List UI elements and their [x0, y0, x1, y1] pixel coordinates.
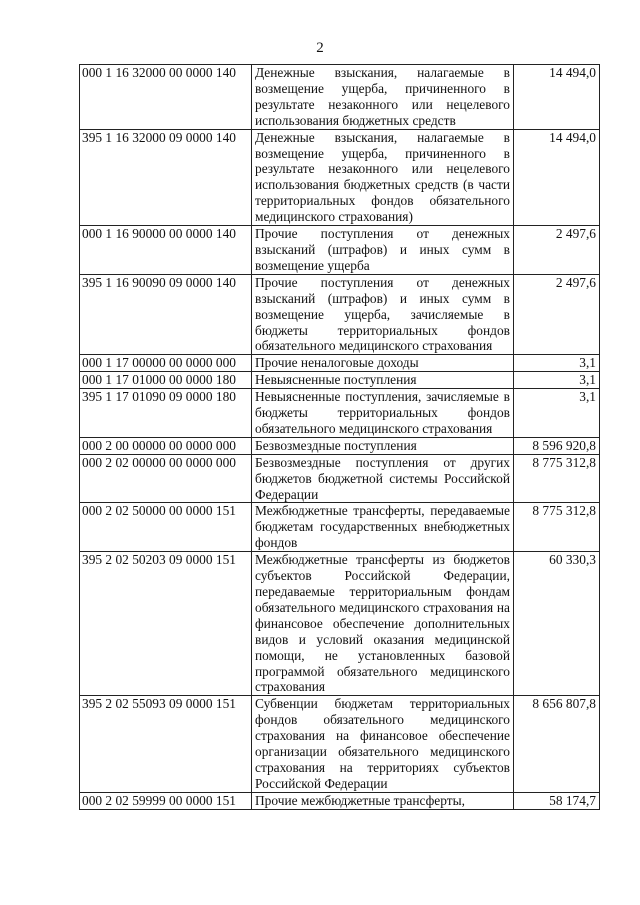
revenue-name-cell: Прочие неналоговые доходы: [252, 355, 514, 372]
table-row: [80, 274, 600, 355]
revenue-name-cell: Невыясненные поступления: [252, 372, 514, 389]
amount-cell: 8 775 312,8: [514, 454, 600, 503]
budget-code-cell: 000 2 02 50000 00 0000 151: [80, 503, 252, 552]
amount-cell: 8 775 312,8: [514, 503, 600, 552]
revenue-name-cell: Невыясненные поступления, зачисляемые в бюджеты территориальных фондов обязательного медицинского страхования: [252, 389, 514, 438]
table-row: [80, 503, 600, 552]
table-row: [80, 389, 600, 438]
table-row: [80, 65, 600, 130]
revenue-name-cell: Безвозмездные поступления от других бюджетов бюджетной системы Российской Федерации: [252, 454, 514, 503]
budget-code-cell: 000 1 16 90000 00 0000 140: [80, 226, 252, 275]
amount-cell: 8 596 920,8: [514, 437, 600, 454]
revenue-name-cell: Прочие межбюджетные трансферты,: [252, 792, 514, 809]
budget-code-cell: 395 2 02 50203 09 0000 151: [80, 552, 252, 696]
amount-cell: 3,1: [514, 389, 600, 438]
table-row: [80, 454, 600, 503]
amount-cell: 60 330,3: [514, 552, 600, 696]
page-number: 2: [316, 40, 324, 56]
table-row: [80, 696, 600, 792]
revenue-name-cell: Межбюджетные трансферты из бюджетов субъектов Российской Федерации, передаваемые территориальным фондам обязательного медицинского страхования на финансовое обеспечение дополнительных видов и условий оказания медицинской помощи, не установленных базовой программой обязательного медицинского страхования: [252, 552, 514, 696]
amount-cell: 3,1: [514, 372, 600, 389]
table-row: [80, 129, 600, 225]
amount-cell: 14 494,0: [514, 129, 600, 225]
table-row: [80, 355, 600, 372]
budget-code-cell: 000 2 02 00000 00 0000 000: [80, 454, 252, 503]
revenue-name-cell: Безвозмездные поступления: [252, 437, 514, 454]
table-row: [80, 552, 600, 696]
revenue-name-cell: Денежные взыскания, налагаемые в возмещение ущерба, причиненного в результате незаконного или нецелевого использования бюджетных средств: [252, 65, 514, 130]
amount-cell: 58 174,7: [514, 792, 600, 809]
amount-cell: 3,1: [514, 355, 600, 372]
revenue-name-cell: Прочие поступления от денежных взысканий (штрафов) и иных сумм в возмещение ущерба, зачисляемые в бюджеты территориальных фондов обязательного медицинского страхования: [252, 274, 514, 355]
budget-code-cell: 395 1 16 90090 09 0000 140: [80, 274, 252, 355]
table-row: [80, 792, 600, 809]
budget-code-cell: 395 1 16 32000 09 0000 140: [80, 129, 252, 225]
table-row: [80, 437, 600, 454]
table-row: [80, 226, 600, 275]
revenue-table: [79, 64, 600, 810]
revenue-name-cell: Прочие поступления от денежных взысканий (штрафов) и иных сумм в возмещение ущерба: [252, 226, 514, 275]
amount-cell: 8 656 807,8: [514, 696, 600, 792]
revenue-name-cell: Денежные взыскания, налагаемые в возмещение ущерба, причиненного в результате незаконного или нецелевого использования бюджетных средств (в части территориальных фондов обязательного медицинского страхования): [252, 129, 514, 225]
budget-code-cell: 000 1 17 01000 00 0000 180: [80, 372, 252, 389]
revenue-name-cell: Межбюджетные трансферты, передаваемые бюджетам государственных внебюджетных фондов: [252, 503, 514, 552]
amount-cell: 2 497,6: [514, 274, 600, 355]
budget-code-cell: 000 2 02 59999 00 0000 151: [80, 792, 252, 809]
table-row: [80, 372, 600, 389]
budget-code-cell: 395 2 02 55093 09 0000 151: [80, 696, 252, 792]
revenue-name-cell: Субвенции бюджетам территориальных фондов обязательного медицинского страхования на финансовое обеспечение организации обязательного медицинского страхования на территориях субъектов Российской Федерации: [252, 696, 514, 792]
budget-code-cell: 395 1 17 01090 09 0000 180: [80, 389, 252, 438]
amount-cell: 2 497,6: [514, 226, 600, 275]
amount-cell: 14 494,0: [514, 65, 600, 130]
revenue-table-body: [80, 65, 600, 810]
budget-code-cell: 000 1 17 00000 00 0000 000: [80, 355, 252, 372]
budget-code-cell: 000 2 00 00000 00 0000 000: [80, 437, 252, 454]
budget-code-cell: 000 1 16 32000 00 0000 140: [80, 65, 252, 130]
